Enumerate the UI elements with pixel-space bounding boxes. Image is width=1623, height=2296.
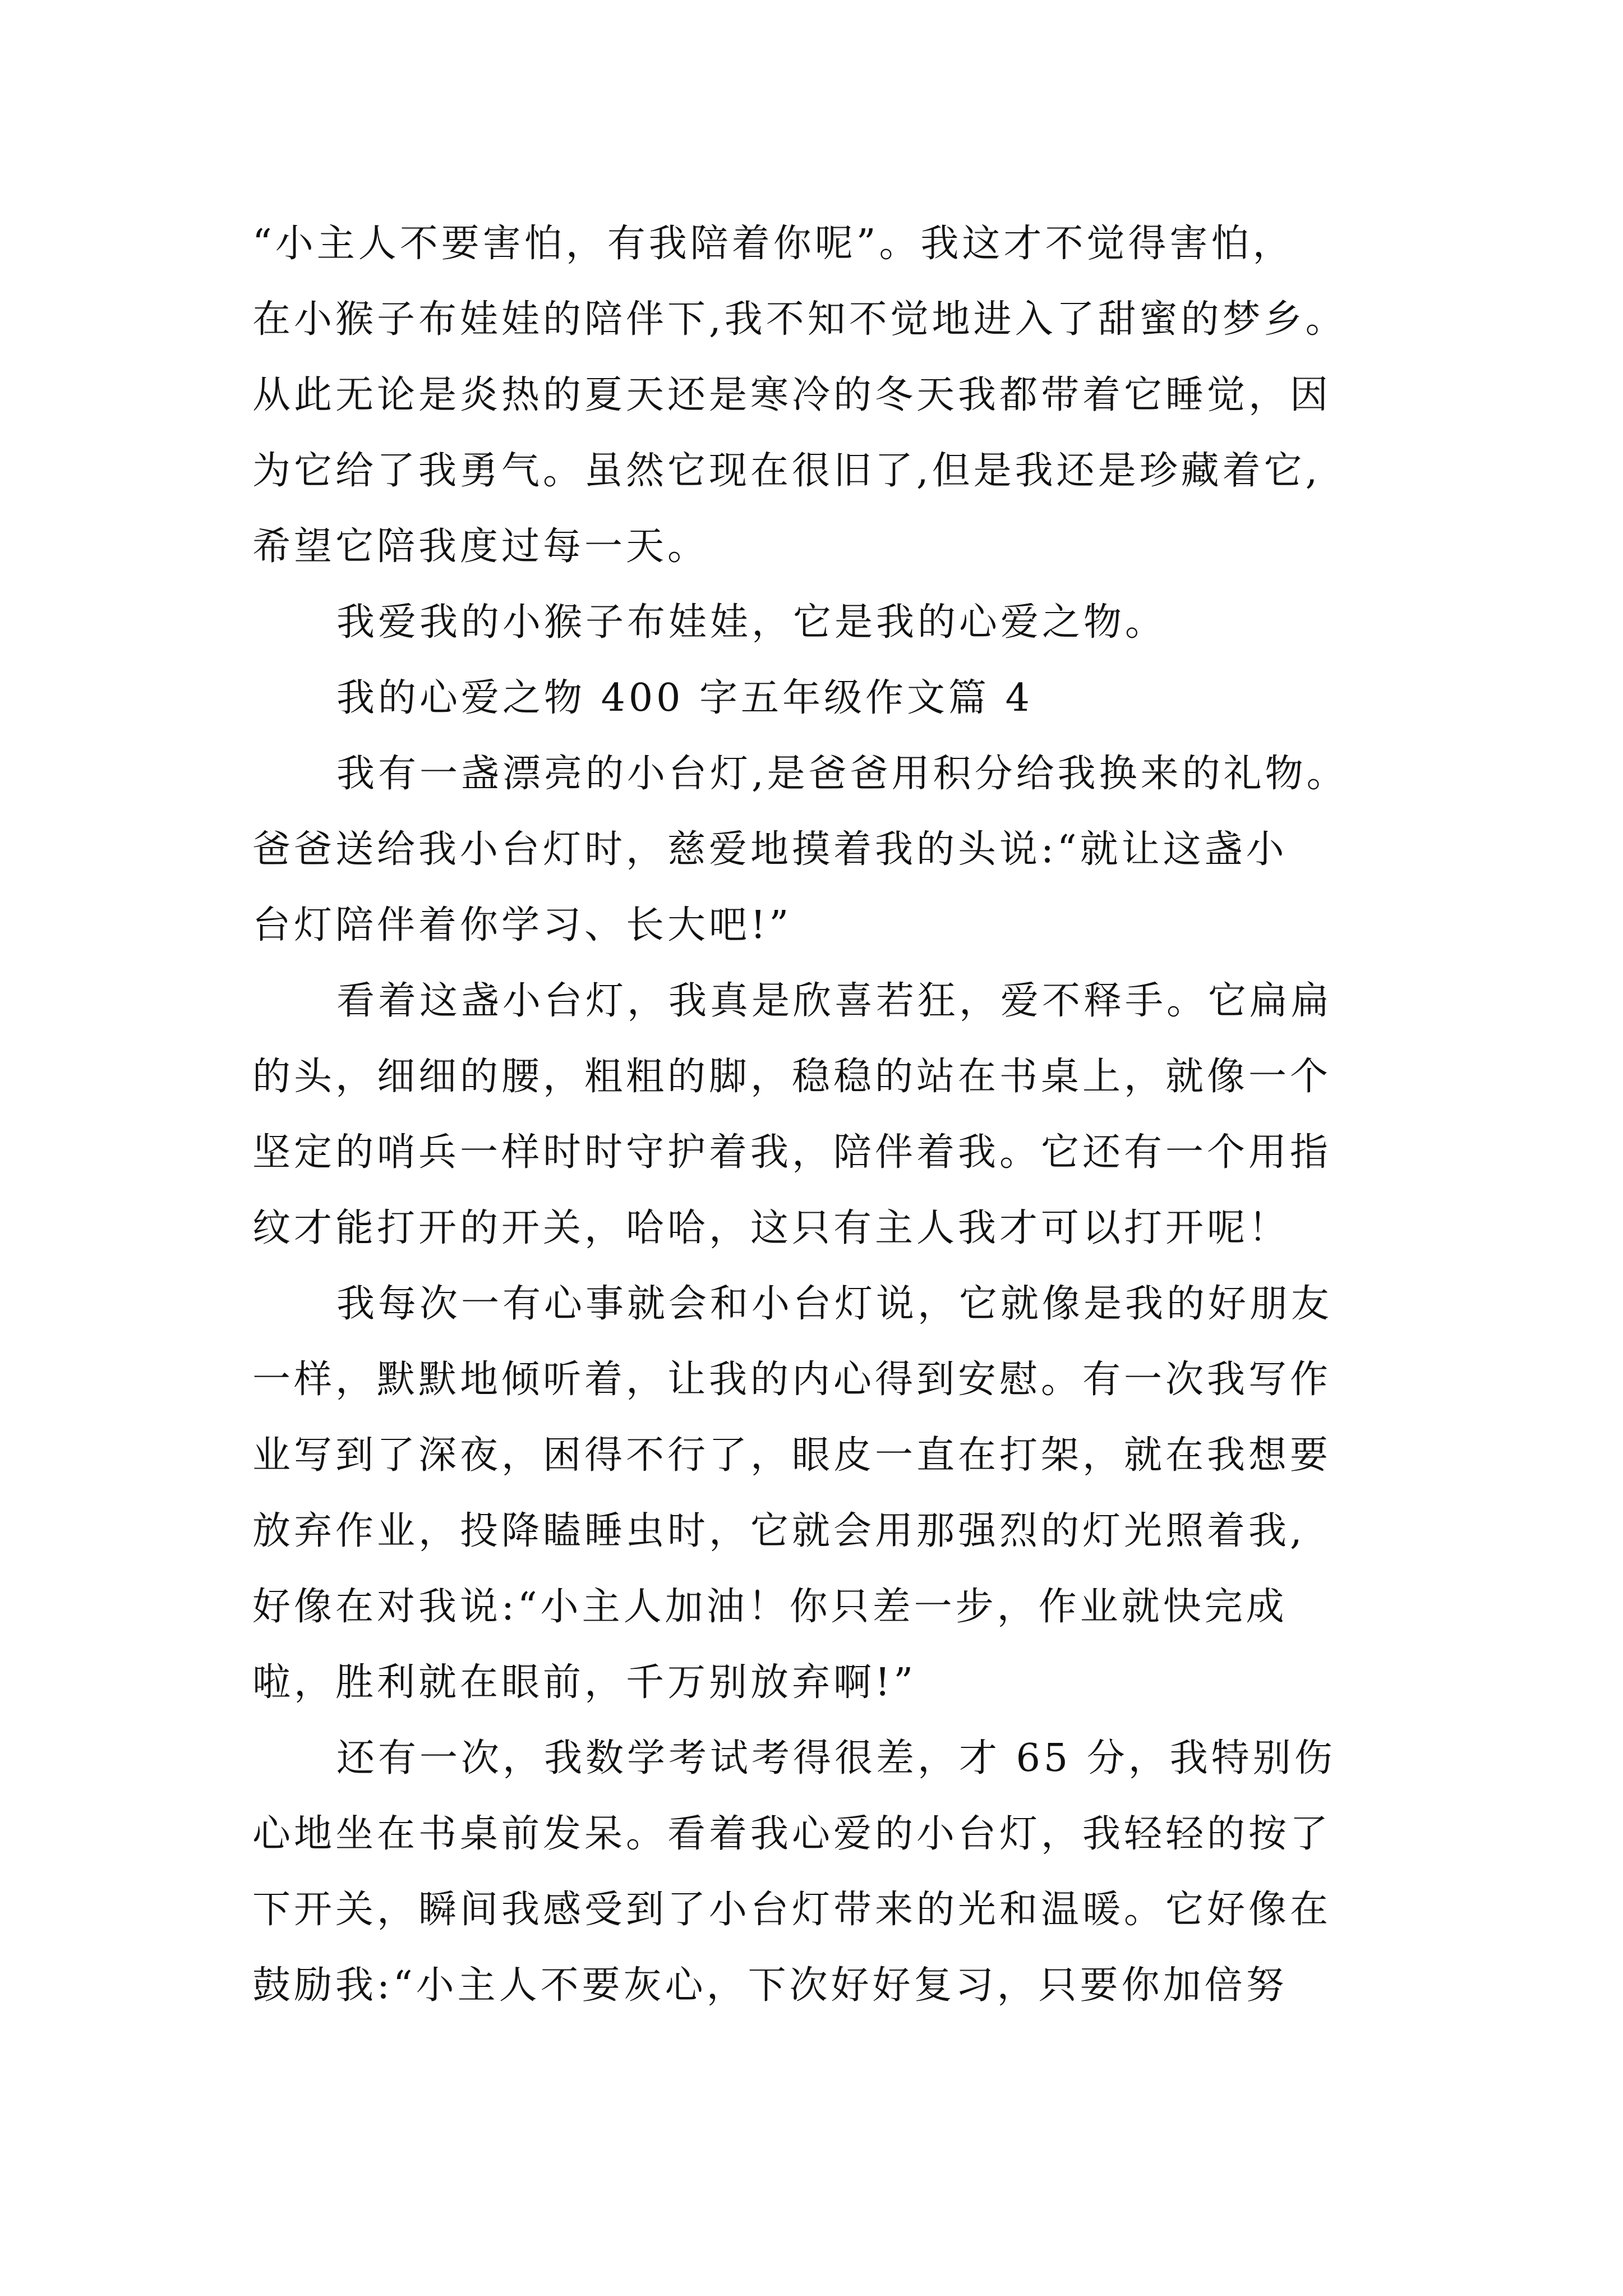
text-line: 爸爸送给我小台灯时，慈爱地摸着我的头说:“就让这盏小 xyxy=(252,827,1288,872)
text-line: 看着这盏小台灯，我真是欣喜若狂，爱不释手。它扁扁 xyxy=(336,979,1333,1023)
text-line: 为它给了我勇气。虽然它现在很旧了,但是我还是珍藏着它, xyxy=(252,449,1321,493)
text-line: 我爱我的小猴子布娃娃，它是我的心爱之物。 xyxy=(336,600,1167,645)
text-line: 纹才能打开的开关，哈哈，这只有主人我才可以打开呢！ xyxy=(252,1206,1290,1250)
text-line: 在小猴子布娃娃的陪伴下,我不知不觉地进入了甜蜜的梦乡。 xyxy=(252,297,1347,342)
text-line: 放弃作业，投降瞌睡虫时，它就会用那强烈的灯光照着我, xyxy=(252,1509,1306,1553)
text-line: 啦，胜利就在眼前，千万别放弃啊!” xyxy=(252,1660,917,1705)
text-line: 鼓励我:“小主人不要灰心，下次好好复习，只要你加倍努 xyxy=(252,1963,1288,2008)
section-heading: 我的心爱之物 400 字五年级作文篇 4 xyxy=(336,676,1033,720)
text-line: 台灯陪伴着你学习、长大吧!” xyxy=(252,903,792,947)
text-line: 我每次一有心事就会和小台灯说，它就像是我的好朋友 xyxy=(336,1282,1333,1326)
text-line: 坚定的哨兵一样时时守护着我，陪伴着我。它还有一个用指 xyxy=(252,1130,1332,1175)
text-line: 我有一盏漂亮的小台灯,是爸爸用积分给我换来的礼物。 xyxy=(336,752,1348,796)
text-line: 下开关，瞬间我感受到了小台灯带来的光和温暖。它好像在 xyxy=(252,1888,1332,1932)
text-line: “小主人不要害怕，有我陪着你呢”。我这才不觉得害怕， xyxy=(252,222,1294,266)
text-line: 从此无论是炎热的夏天还是寒冷的冬天我都带着它睡觉，因 xyxy=(252,373,1332,417)
text-line: 心地坐在书桌前发呆。看着我心爱的小台灯，我轻轻的按了 xyxy=(252,1812,1332,1856)
text-line: 一样，默默地倾听着，让我的内心得到安慰。有一次我写作 xyxy=(252,1358,1332,1402)
text-line: 业写到了深夜，困得不行了，眼皮一直在打架，就在我想要 xyxy=(252,1433,1332,1478)
text-line: 的头，细细的腰，粗粗的脚，稳稳的站在书桌上，就像一个 xyxy=(252,1055,1332,1099)
text-line: 还有一次，我数学考试考得很差，才 65 分，我特别伤 xyxy=(336,1736,1336,1780)
text-line: 好像在对我说:“小主人加油！你只差一步，作业就快完成 xyxy=(252,1585,1288,1629)
text-line: 希望它陪我度过每一天。 xyxy=(252,524,709,569)
